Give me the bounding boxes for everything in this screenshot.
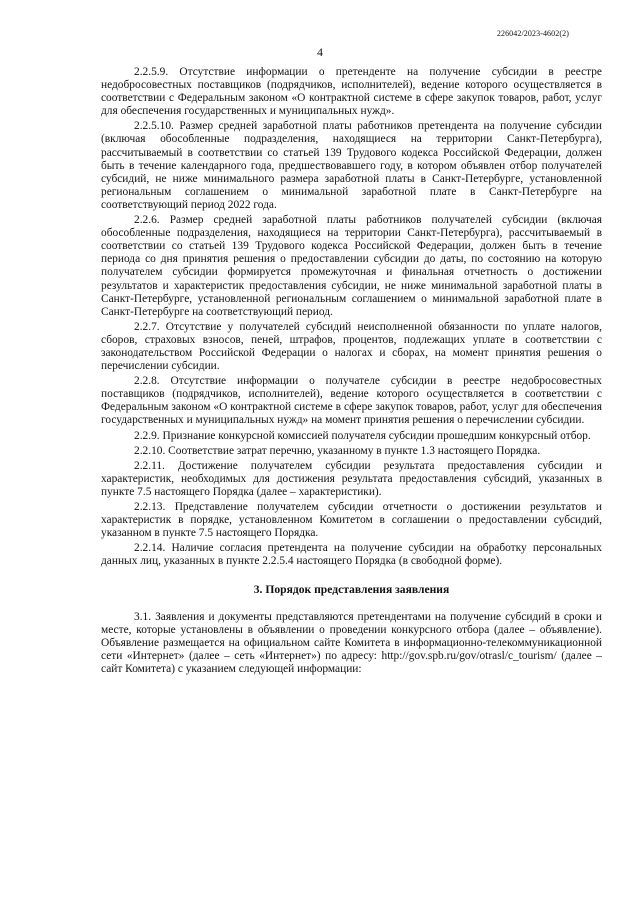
paragraph-3-1: 3.1. Заявления и документы представляются претендентами на получение субсидий в сроки и месте, которые установлены в объявлении о проведении конкурсного отбора (далее – объявление). Объявление размещается на официальном сайте Комитета в информационно-телекоммуникационной сети «Интернет» (далее – сеть «Интернет») по адресу: http://gov.spb.ru/gov/otrasl/c_tourism/ (далее – сайт Комитета) с указанием следующей информации: [101,610,602,675]
document-id: 226042/2023-4602(2) [496,29,569,38]
paragraph-2-2-7: 2.2.7. Отсутствие у получателей субсидий неисполненной обязанности по уплате налогов, сборов, страховых взносов, пеней, штрафов, процентов, подлежащих уплате в соответствии с законодательством Российской Федерации о налогах и сборах, на момент принятия решения о перечислении субсидии. [101,320,602,373]
paragraph-2-2-9: 2.2.9. Признание конкурсной комиссией получателя субсидии прошедшим конкурсный отбор. [134,429,591,442]
paragraph-2-2-14: 2.2.14. Наличие согласия претендента на получение субсидии на обработку персональных данных лиц, указанных в пункте 2.2.5.4 настоящего Порядка (в свободной форме). [101,542,602,568]
paragraph-2-2-10: 2.2.10. Соответствие затрат перечню, указанному в пункте 1.3 настоящего Порядка. [134,444,541,457]
section-heading: 3. Порядок представления заявления [253,583,450,597]
page-number: 4 [317,45,323,59]
paragraph-2-2-6: 2.2.6. Размер средней заработной платы работников получателей субсидии (включая обособленные подразделения, находящиеся на территории Санкт-Петербурга), рассчитываемый в соответствии со статьей 139 Трудового кодекса Российской Федерации, должен быть в течение периода со дня принятия решения о предоставлении субсидии до даты, по состоянию на которую получателем субсидии формируется промежуточная и финальная отчетность о достижении результатов и характеристик предоставления субсидии, не ниже минимальной заработной платы в Санкт-Петербурге, установленной региональным соглашением о минимальной заработной плате в Санкт-Петербурге на соответствующий период. [101,214,602,318]
paragraph-2-2-5-10: 2.2.5.10. Размер средней заработной платы работников претендента на получение субсидии (включая обособленные подразделения, находящиеся на территории Санкт-Петербурга), рассчитываемый в соответствии со статьей 139 Трудового кодекса Российской Федерации, должен быть в течение календарного года, предшествовавшего году, в котором объявлен отбор получателей субсидий, не ниже минимального размера заработной платы в Санкт-Петербурге, установленной региональным соглашением о минимальной заработной плате в Санкт-Петербурге на соответствующий период 2022 года. [101,120,602,211]
paragraph-2-2-5-9: 2.2.5.9. Отсутствие информации о претенденте на получение субсидии в реестре недобросовестных поставщиков (подрядчиков, исполнителей), ведение которого осуществляется в соответствии с Федеральным законом «О контрактной системе в сфере закупок товаров, работ, услуг для обеспечения государственных и муниципальных нужд». [101,66,602,118]
paragraph-2-2-11: 2.2.11. Достижение получателем субсидии результата предоставления субсидии и характеристик, необходимых для достижения результата предоставления субсидий, указанных в пункте 7.5 настоящего Порядка (далее – характеристики). [101,459,602,498]
document-body [101,66,602,678]
paragraph-2-2-13: 2.2.13. Представление получателем субсидии отчетности о достижении результатов и характеристик в порядке, установленном Комитетом в соглашении о предоставлении субсидий, указанном в пункте 7.5 настоящего Порядка. [101,501,602,540]
paragraph-2-2-8: 2.2.8. Отсутствие информации о получателе субсидии в реестре недобросовестных поставщиков (подрядчиков, исполнителей), ведение которого осуществляется в соответствии с Федеральным законом «О контрактной системе в сфере закупок товаров, работ, услуг для обеспечения государственных и муниципальных нужд» на момент принятия решения о перечислении субсидии. [101,375,602,427]
